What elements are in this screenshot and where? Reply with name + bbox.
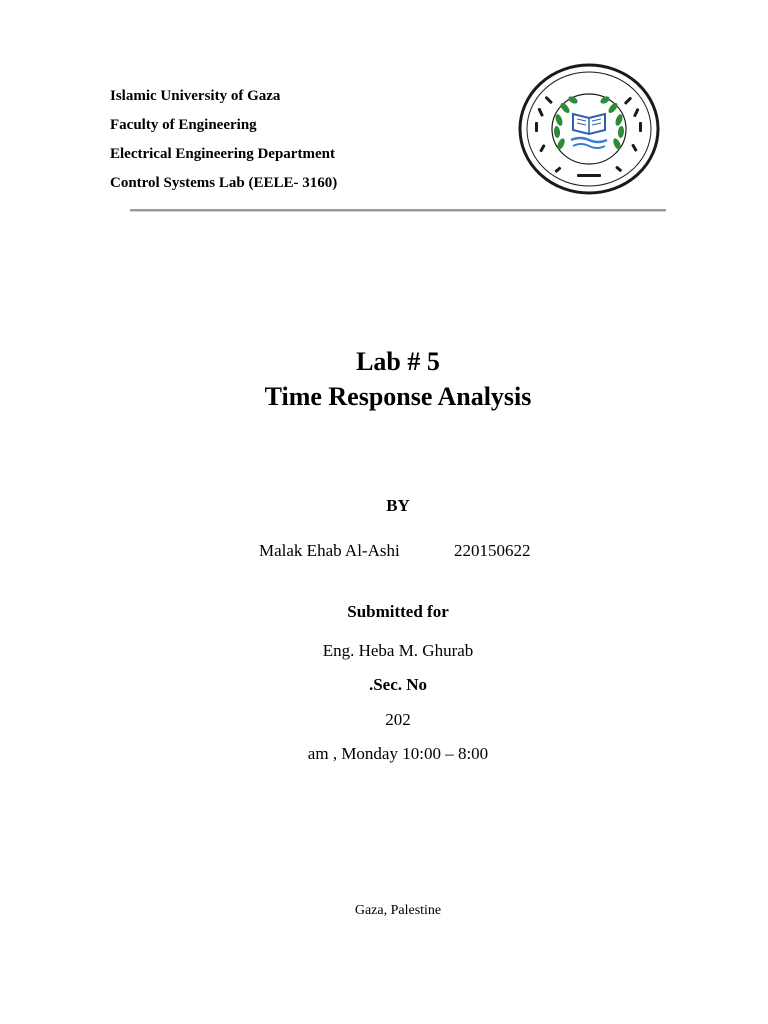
header-divider xyxy=(130,209,666,212)
student-name: Malak Ehab Al-Ashi xyxy=(259,541,400,560)
section-number: 202 xyxy=(385,710,411,729)
instructor-name: Eng. Heba M. Ghurab xyxy=(322,641,474,660)
location-text: Gaza, Palestine xyxy=(354,903,442,918)
lab-number: Lab # 5 xyxy=(356,347,440,376)
faculty-name: Faculty of Engineering xyxy=(110,117,257,133)
university-name: Islamic University of Gaza xyxy=(110,88,281,104)
department-name: Electrical Engineering Department xyxy=(110,146,335,162)
section-label: .Sec. No xyxy=(368,675,428,694)
submitted-for-label: Submitted for xyxy=(347,602,449,621)
university-seal-icon xyxy=(517,62,661,196)
schedule-text: am , Monday 10:00 – 8:00 xyxy=(307,744,489,763)
course-name: Control Systems Lab (EELE- 3160) xyxy=(110,175,338,191)
student-id: 220150622 xyxy=(454,541,531,560)
lab-title: Time Response Analysis xyxy=(264,382,532,411)
header-block xyxy=(110,86,490,202)
by-label: BY xyxy=(386,496,410,515)
